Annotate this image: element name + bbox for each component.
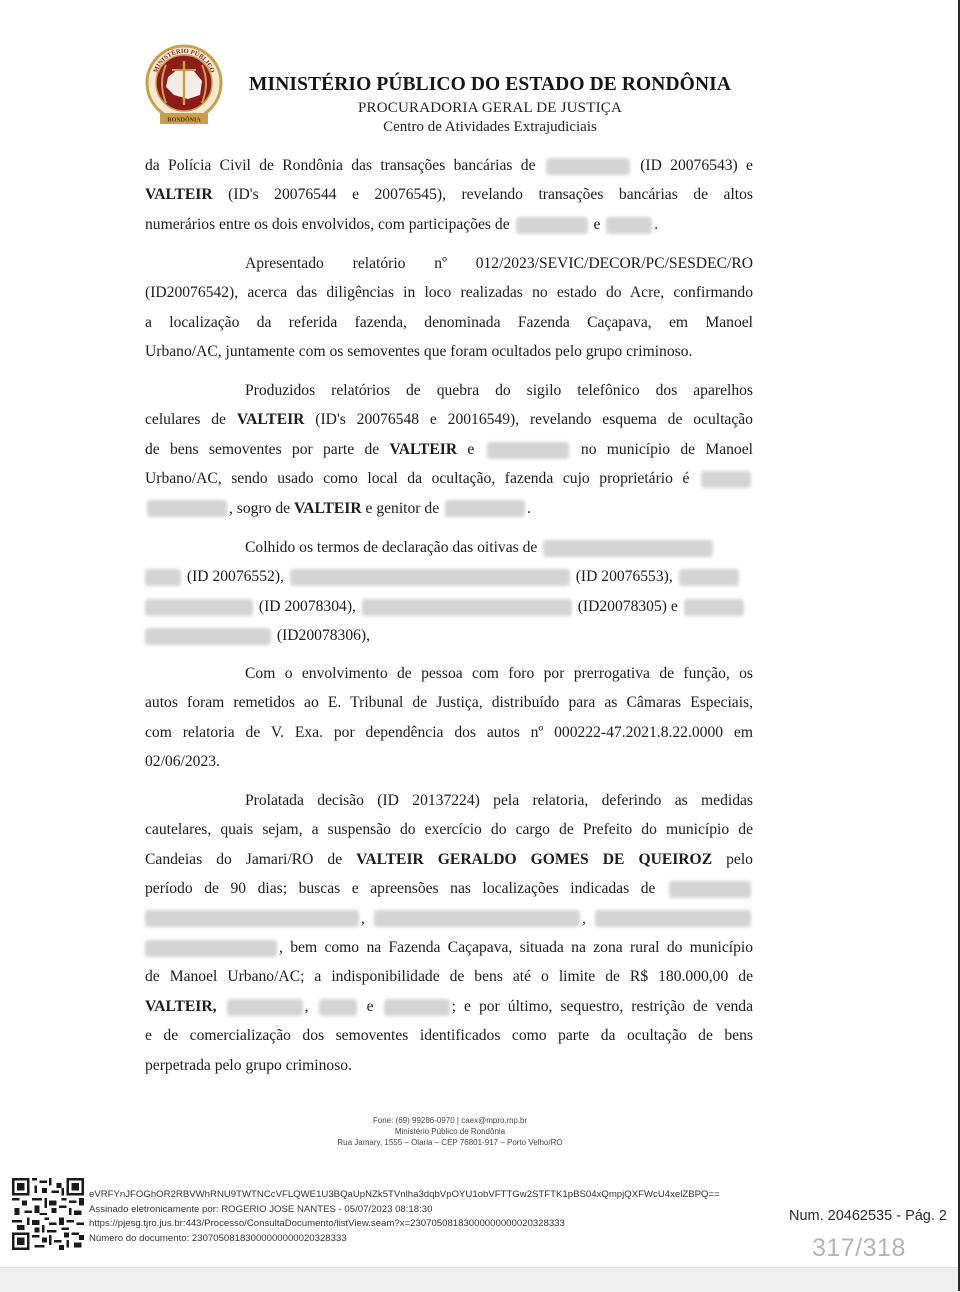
document-number: Número do documento: 23070508183000000000020328333 — [89, 1232, 347, 1244]
redacted-name — [227, 999, 303, 1016]
text-line: com relatoria de V. Exa. por dependência dos autos nº 000222-47.2021.8.22.0000 em — [145, 723, 753, 741]
text-line: (ID20076542), acerca das diligências in loco realizadas no estado do Acre, confirmando — [145, 284, 753, 302]
text-line: Candeias do Jamari/RO de VALTEIR GERALDO GOMES DE QUEIROZ pelo — [145, 850, 753, 868]
viewer-page-counter: 317/318 — [812, 1234, 906, 1262]
text-line: 02/06/2023. — [145, 753, 220, 771]
redacted-name — [145, 628, 271, 645]
footer-org: Ministério Público de Rondônia — [394, 1127, 506, 1136]
redacted-name — [319, 999, 357, 1016]
redacted-name — [669, 881, 751, 898]
redacted-name — [145, 940, 277, 957]
paragraph-4 — [145, 533, 753, 651]
page-footer — [290, 1115, 610, 1148]
department-name: Centro de Atividades Extrajudiciais — [383, 119, 597, 135]
text-line: autos foram remetidos ao E. Tribunal de Justiça, distribuído para as Câmaras Especiais, — [145, 694, 753, 712]
paragraph-2 — [145, 249, 753, 367]
text-line: , bem como na Fazenda Caçapava, situada na zona rural do município — [145, 933, 753, 962]
text-line: Apresentado relatório nº 012/2023/SEVIC/DECOR/PC/SESDEC/RO — [245, 255, 753, 272]
electronic-signature-block — [89, 1188, 720, 1246]
redacted-name — [145, 910, 359, 927]
redacted-name — [701, 471, 751, 488]
institution-subtitle: PROCURADORIA GERAL DE JUSTIÇA — [357, 100, 622, 116]
text-line: a localização da referida fazenda, denominada Fazenda Caçapava, em Manoel — [145, 313, 753, 331]
text-line: celulares de VALTEIR (ID's 20076548 e 20016549), revelando esquema de ocultação — [145, 411, 753, 429]
redacted-name — [679, 569, 739, 586]
text-line: de bens semoventes por parte de VALTEIR e no município de Manoel — [145, 440, 753, 458]
qr-code — [12, 1178, 84, 1250]
text-line: Urbano/AC, juntamente com os semoventes que foram ocultados pelo grupo criminoso. — [145, 343, 693, 361]
redacted-name — [543, 540, 713, 557]
redacted-name — [384, 999, 450, 1016]
viewer-bottom-bar — [0, 1267, 958, 1292]
paragraph-3 — [145, 376, 753, 523]
text-line: VALTEIR, , e ; e por último, sequestro, restrição de venda — [145, 997, 754, 1015]
text-line: período de 90 dias; buscas e apreensões nas localizações indicadas de — [145, 874, 753, 903]
redacted-name — [145, 599, 253, 616]
institution-title: MINISTÉRIO PÚBLICO DO ESTADO DE RONDÔNIA — [249, 74, 731, 95]
redacted-name — [374, 910, 580, 927]
redacted-name — [595, 910, 751, 927]
redacted-name — [362, 599, 572, 616]
text-line: de Manoel Urbano/AC; a indisponibilidade de bens até o limite de R$ 180.000,00 de — [145, 968, 753, 986]
signed-by: Assinado eletronicamente por: ROGERIO JOSE NANTES - 05/07/2023 08:18:30 — [89, 1203, 433, 1215]
text-line: cautelares, quais sejam, a suspensão do exercício do cargo de Prefeito do município de — [145, 821, 753, 839]
redacted-name — [290, 569, 570, 586]
document-page-reference: Num. 20462535 - Pág. 2 — [789, 1208, 947, 1224]
redacted-name — [487, 442, 569, 459]
text-line: (ID20078306), — [145, 621, 753, 650]
text-line: Prolatada decisão (ID 20137224) pela relatoria, deferindo as medidas — [245, 792, 753, 809]
text-line: (ID 20078304), (ID20078305) e — [145, 592, 753, 621]
logo-text-top: MINISTÉRIO PÚBLICO — [152, 47, 216, 74]
redacted-name — [145, 569, 181, 586]
text-line: (ID 20076552), (ID 20076553), — [145, 562, 753, 591]
text-line: numerários entre os dois envolvidos, com participações de e . — [145, 215, 659, 233]
text-line: perpetrada pelo grupo criminoso. — [145, 1056, 352, 1074]
footer-contact: Fone: (69) 99286-0970 | caex@mpro.mp.br — [372, 1116, 528, 1125]
redacted-name — [546, 158, 630, 175]
ministerio-publico-logo — [144, 43, 224, 133]
text-line: Colhido os termos de declaração das oitivas de — [145, 533, 753, 562]
redacted-name — [445, 500, 525, 517]
paragraph-1 — [145, 151, 753, 239]
text-line: VALTEIR (ID's 20076544 e 20076545), revelando transações bancárias de altos — [145, 186, 753, 204]
text-line: , , — [145, 904, 753, 933]
text-line: Produzidos relatórios de quebra do sigilo telefônico dos aparelhos — [245, 382, 753, 399]
logo-text-bottom: RONDÔNIA — [167, 117, 201, 124]
text-line: Urbano/AC, sendo usado como local da ocultação, fazenda cujo proprietário é — [145, 464, 753, 493]
letterhead — [230, 72, 750, 137]
text-line: Com o envolvimento de pessoa com foro por prerrogativa de função, os — [245, 665, 753, 682]
footer-address: Rua Jamary, 1555 – Olaria – CEP 76801-917 – Porto Velho/RO — [337, 1138, 563, 1147]
text-line: , sogro de VALTEIR e genitor de . — [145, 494, 753, 523]
redacted-name — [606, 217, 652, 234]
signature-hash: eVRFYnJFOGhOR2RBVWhRNU9TWTNCcVFLQWE1U3BQaUpNZk5TVnlha3dqbVpOYU1obVFTTGw2STFTK1pBS04xQmpjQXFWcU4xelZBPQ== — [89, 1189, 720, 1200]
text-line: e de comercialização dos semoventes identificados como parte da ocultação de bens — [145, 1027, 753, 1045]
redacted-name — [684, 599, 744, 616]
redacted-name — [516, 217, 588, 234]
verification-url[interactable]: https://pjesg.tjro.jus.br:443/Processo/ConsultaDocumento/listView.seam?x=23070508183000000000020328333 — [89, 1218, 565, 1229]
paragraph-5 — [145, 659, 753, 777]
redacted-name — [147, 500, 227, 517]
text-line: da Polícia Civil de Rondônia das transações bancárias de (ID 20076543) e — [145, 157, 753, 174]
paragraph-6 — [145, 786, 753, 1080]
